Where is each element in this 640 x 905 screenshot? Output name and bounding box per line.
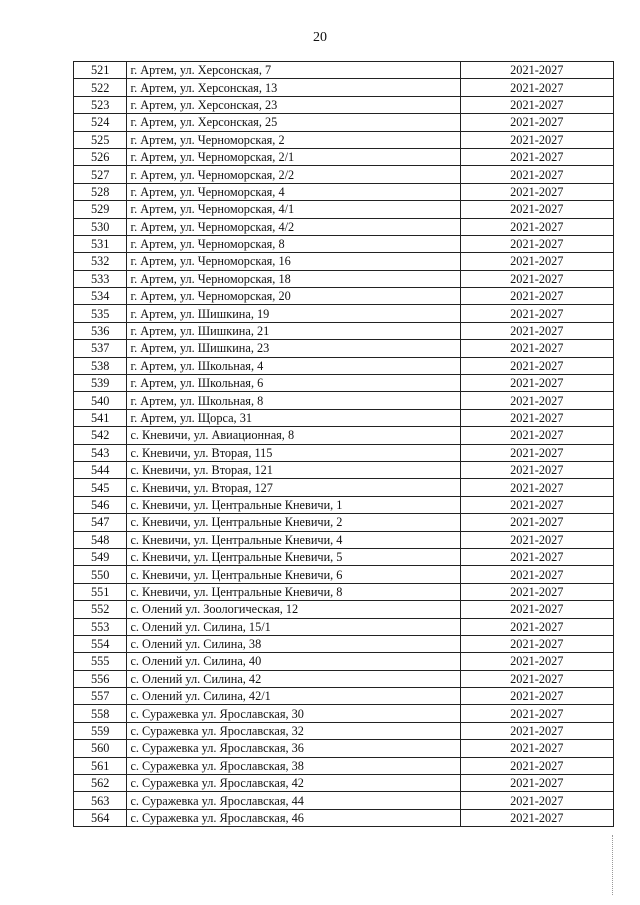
table-row [74, 670, 614, 687]
table-row [74, 375, 614, 392]
period-cell: 2021-2027 [460, 531, 613, 548]
table-row [74, 601, 614, 618]
address-cell: г. Артем, ул. Щорса, 31 [127, 409, 460, 426]
address-cell: с. Кневичи, ул. Центральные Кневичи, 6 [127, 566, 460, 583]
row-number-cell: 529 [74, 201, 127, 218]
period-cell: 2021-2027 [460, 288, 613, 305]
row-number-cell: 549 [74, 548, 127, 565]
page-number: 20 [313, 30, 327, 45]
address-cell: г. Артем, ул. Шишкина, 19 [127, 305, 460, 322]
address-cell: с. Суражевка ул. Ярославская, 46 [127, 809, 460, 826]
table-row [74, 79, 614, 96]
table-row [74, 444, 614, 461]
period-cell: 2021-2027 [460, 79, 613, 96]
row-number-cell: 533 [74, 270, 127, 287]
table-row [74, 427, 614, 444]
row-number-cell: 524 [74, 114, 127, 131]
period-cell: 2021-2027 [460, 201, 613, 218]
row-number-cell: 550 [74, 566, 127, 583]
address-cell: с. Кневичи, ул. Центральные Кневичи, 4 [127, 531, 460, 548]
address-cell: г. Артем, ул. Черноморская, 2 [127, 131, 460, 148]
table-row [74, 96, 614, 113]
row-number-cell: 530 [74, 218, 127, 235]
row-number-cell: 534 [74, 288, 127, 305]
table-row [74, 409, 614, 426]
row-number-cell: 557 [74, 688, 127, 705]
row-number-cell: 564 [74, 809, 127, 826]
table-row [74, 496, 614, 513]
address-cell: г. Артем, ул. Черноморская, 18 [127, 270, 460, 287]
address-cell: с. Кневичи, ул. Вторая, 121 [127, 461, 460, 478]
row-number-cell: 532 [74, 253, 127, 270]
period-cell: 2021-2027 [460, 392, 613, 409]
table-row [74, 131, 614, 148]
address-cell: с. Олений ул. Силина, 42/1 [127, 688, 460, 705]
row-number-cell: 556 [74, 670, 127, 687]
address-cell: г. Артем, ул. Херсонская, 13 [127, 79, 460, 96]
period-cell: 2021-2027 [460, 705, 613, 722]
table-row [74, 253, 614, 270]
period-cell: 2021-2027 [460, 96, 613, 113]
address-cell: с. Суражевка ул. Ярославская, 38 [127, 757, 460, 774]
row-number-cell: 563 [74, 792, 127, 809]
table-row [74, 792, 614, 809]
period-cell: 2021-2027 [460, 688, 613, 705]
table-row [74, 305, 614, 322]
table-row [74, 357, 614, 374]
address-cell: г. Артем, ул. Черноморская, 4/1 [127, 201, 460, 218]
row-number-cell: 543 [74, 444, 127, 461]
row-number-cell: 541 [74, 409, 127, 426]
table-row [74, 114, 614, 131]
row-number-cell: 527 [74, 166, 127, 183]
period-cell: 2021-2027 [460, 653, 613, 670]
row-number-cell: 547 [74, 514, 127, 531]
address-cell: с. Кневичи, ул. Центральные Кневичи, 5 [127, 548, 460, 565]
row-number-cell: 525 [74, 131, 127, 148]
address-cell: г. Артем, ул. Шишкина, 23 [127, 340, 460, 357]
address-cell: г. Артем, ул. Черноморская, 20 [127, 288, 460, 305]
period-cell: 2021-2027 [460, 322, 613, 339]
row-number-cell: 535 [74, 305, 127, 322]
period-cell: 2021-2027 [460, 375, 613, 392]
row-number-cell: 537 [74, 340, 127, 357]
address-cell: г. Артем, ул. Херсонская, 7 [127, 62, 460, 79]
address-cell: с. Олений ул. Силина, 15/1 [127, 618, 460, 635]
address-cell: с. Кневичи, ул. Центральные Кневичи, 2 [127, 514, 460, 531]
table-row [74, 514, 614, 531]
period-cell: 2021-2027 [460, 305, 613, 322]
address-cell: с. Кневичи, ул. Центральные Кневичи, 8 [127, 583, 460, 600]
address-cell: с. Кневичи, ул. Центральные Кневичи, 1 [127, 496, 460, 513]
address-cell: г. Артем, ул. Черноморская, 8 [127, 235, 460, 252]
period-cell: 2021-2027 [460, 635, 613, 652]
period-cell: 2021-2027 [460, 166, 613, 183]
table-row [74, 757, 614, 774]
period-cell: 2021-2027 [460, 809, 613, 826]
table-body [74, 62, 614, 827]
period-cell: 2021-2027 [460, 722, 613, 739]
address-cell: с. Суражевка ул. Ярославская, 30 [127, 705, 460, 722]
table-row [74, 461, 614, 478]
table-row [74, 653, 614, 670]
address-cell: г. Артем, ул. Херсонская, 25 [127, 114, 460, 131]
row-number-cell: 559 [74, 722, 127, 739]
address-cell: г. Артем, ул. Шишкина, 21 [127, 322, 460, 339]
table-row [74, 775, 614, 792]
table-row [74, 218, 614, 235]
period-cell: 2021-2027 [460, 270, 613, 287]
period-cell: 2021-2027 [460, 357, 613, 374]
address-cell: г. Артем, ул. Черноморская, 16 [127, 253, 460, 270]
address-cell: с. Олений ул. Силина, 40 [127, 653, 460, 670]
address-cell: с. Суражевка ул. Ярославская, 32 [127, 722, 460, 739]
table-row [74, 479, 614, 496]
row-number-cell: 540 [74, 392, 127, 409]
period-cell: 2021-2027 [460, 218, 613, 235]
row-number-cell: 558 [74, 705, 127, 722]
address-cell: с. Олений ул. Силина, 42 [127, 670, 460, 687]
row-number-cell: 536 [74, 322, 127, 339]
row-number-cell: 553 [74, 618, 127, 635]
row-number-cell: 555 [74, 653, 127, 670]
table-row [74, 148, 614, 165]
row-number-cell: 545 [74, 479, 127, 496]
address-cell: с. Суражевка ул. Ярославская, 36 [127, 740, 460, 757]
row-number-cell: 523 [74, 96, 127, 113]
table-row [74, 722, 614, 739]
period-cell: 2021-2027 [460, 427, 613, 444]
row-number-cell: 561 [74, 757, 127, 774]
address-cell: г. Артем, ул. Херсонская, 23 [127, 96, 460, 113]
row-number-cell: 521 [74, 62, 127, 79]
period-cell: 2021-2027 [460, 618, 613, 635]
period-cell: 2021-2027 [460, 444, 613, 461]
period-cell: 2021-2027 [460, 461, 613, 478]
period-cell: 2021-2027 [460, 601, 613, 618]
address-cell: с. Кневичи, ул. Вторая, 127 [127, 479, 460, 496]
period-cell: 2021-2027 [460, 757, 613, 774]
address-cell: г. Артем, ул. Черноморская, 2/2 [127, 166, 460, 183]
row-number-cell: 522 [74, 79, 127, 96]
table-row [74, 705, 614, 722]
table-row [74, 340, 614, 357]
period-cell: 2021-2027 [460, 148, 613, 165]
table-row [74, 809, 614, 826]
address-cell: г. Артем, ул. Черноморская, 2/1 [127, 148, 460, 165]
address-cell: с. Кневичи, ул. Вторая, 115 [127, 444, 460, 461]
table-row [74, 531, 614, 548]
period-cell: 2021-2027 [460, 62, 613, 79]
address-cell: с. Олений ул. Зоологическая, 12 [127, 601, 460, 618]
period-cell: 2021-2027 [460, 131, 613, 148]
table-row [74, 392, 614, 409]
address-cell: г. Артем, ул. Черноморская, 4 [127, 183, 460, 200]
period-cell: 2021-2027 [460, 340, 613, 357]
row-number-cell: 562 [74, 775, 127, 792]
period-cell: 2021-2027 [460, 670, 613, 687]
table-row [74, 548, 614, 565]
table-row [74, 235, 614, 252]
address-cell: г. Артем, ул. Черноморская, 4/2 [127, 218, 460, 235]
period-cell: 2021-2027 [460, 479, 613, 496]
table-row [74, 288, 614, 305]
row-number-cell: 554 [74, 635, 127, 652]
address-cell: с. Суражевка ул. Ярославская, 44 [127, 792, 460, 809]
table-row [74, 166, 614, 183]
row-number-cell: 538 [74, 357, 127, 374]
address-cell: с. Кневичи, ул. Авиационная, 8 [127, 427, 460, 444]
table-row [74, 270, 614, 287]
address-table [73, 61, 614, 827]
row-number-cell: 552 [74, 601, 127, 618]
table-row [74, 583, 614, 600]
period-cell: 2021-2027 [460, 114, 613, 131]
period-cell: 2021-2027 [460, 792, 613, 809]
period-cell: 2021-2027 [460, 235, 613, 252]
row-number-cell: 539 [74, 375, 127, 392]
table-row [74, 201, 614, 218]
row-number-cell: 528 [74, 183, 127, 200]
address-cell: г. Артем, ул. Школьная, 6 [127, 375, 460, 392]
period-cell: 2021-2027 [460, 548, 613, 565]
period-cell: 2021-2027 [460, 183, 613, 200]
margin-mark [612, 835, 615, 895]
row-number-cell: 544 [74, 461, 127, 478]
row-number-cell: 546 [74, 496, 127, 513]
period-cell: 2021-2027 [460, 566, 613, 583]
period-cell: 2021-2027 [460, 514, 613, 531]
table-row [74, 62, 614, 79]
address-cell: г. Артем, ул. Школьная, 4 [127, 357, 460, 374]
row-number-cell: 560 [74, 740, 127, 757]
address-cell: с. Суражевка ул. Ярославская, 42 [127, 775, 460, 792]
row-number-cell: 526 [74, 148, 127, 165]
period-cell: 2021-2027 [460, 775, 613, 792]
period-cell: 2021-2027 [460, 496, 613, 513]
row-number-cell: 551 [74, 583, 127, 600]
period-cell: 2021-2027 [460, 740, 613, 757]
table-row [74, 618, 614, 635]
period-cell: 2021-2027 [460, 583, 613, 600]
period-cell: 2021-2027 [460, 253, 613, 270]
row-number-cell: 548 [74, 531, 127, 548]
row-number-cell: 542 [74, 427, 127, 444]
table-row [74, 688, 614, 705]
table-row [74, 183, 614, 200]
table-row [74, 566, 614, 583]
table-row [74, 322, 614, 339]
table-row [74, 740, 614, 757]
row-number-cell: 531 [74, 235, 127, 252]
period-cell: 2021-2027 [460, 409, 613, 426]
address-cell: г. Артем, ул. Школьная, 8 [127, 392, 460, 409]
address-cell: с. Олений ул. Силина, 38 [127, 635, 460, 652]
table-row [74, 635, 614, 652]
